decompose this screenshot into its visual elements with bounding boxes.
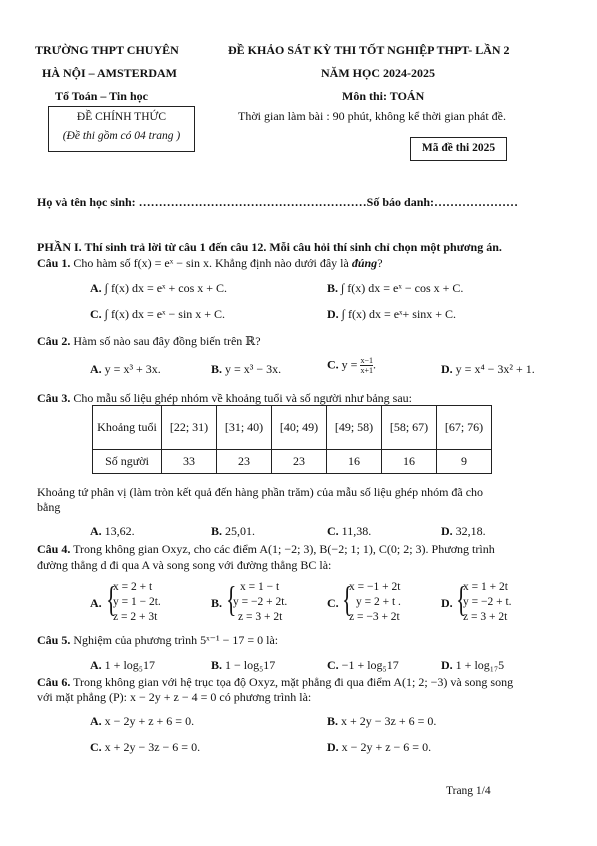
option-letter: D.	[327, 740, 339, 754]
question-2-stem	[37, 334, 261, 349]
question-text: Hàm số nào sau đây đồng biến trên ℝ?	[73, 334, 261, 348]
option-text: 13,62.	[104, 524, 135, 538]
school-year: NĂM HỌC 2024-2025	[321, 66, 435, 80]
option-text: ∫ f(x) dx = eˣ − cos x + C.	[341, 281, 464, 295]
option-text: x − 2y + z + 6 = 0.	[104, 714, 195, 728]
equation-line: z = 3 + 2t	[238, 611, 283, 623]
option-letter: C.	[327, 658, 339, 672]
table-cell: [22; 31)	[162, 406, 217, 450]
q6-option-b[interactable]	[327, 714, 436, 729]
question-label: Câu 4.	[37, 542, 71, 556]
q3-option-c[interactable]	[327, 524, 371, 539]
part1-title: PHẦN I. Thí sinh trả lời từ câu 1 đến câu 12. Mỗi câu hỏi thí sinh chỉ chọn một phương án.	[37, 240, 502, 254]
question-6-stem-line1	[37, 675, 513, 690]
q6-option-d[interactable]	[327, 740, 431, 755]
q1-option-a[interactable]	[90, 281, 227, 296]
question-label: Câu 5.	[37, 633, 71, 647]
question-end: ?	[377, 256, 383, 270]
q4-option-c-letter[interactable]: C.	[327, 596, 339, 610]
q6-option-c[interactable]	[90, 740, 200, 755]
question-4-stem-line1	[37, 542, 495, 557]
equation-line: z = 2 + 3t	[113, 611, 158, 623]
table-cell: 16	[382, 450, 437, 474]
option-letter: A.	[90, 524, 102, 538]
option-letter: B.	[211, 658, 223, 672]
option-letter: B.	[327, 714, 339, 728]
question-label: Câu 2.	[37, 334, 71, 348]
q6-option-a[interactable]	[90, 714, 194, 729]
option-letter: D.	[441, 658, 453, 672]
option-letter: C.	[327, 524, 339, 538]
question-text: Cho mẫu số liệu ghép nhóm về khoảng tuổi và số người như bảng sau:	[73, 391, 412, 405]
table-cell: 9	[437, 450, 492, 474]
question-5-stem	[37, 633, 278, 648]
brace-icon: {	[106, 579, 117, 619]
table-cell: [49; 58)	[327, 406, 382, 450]
q4-option-a-letter[interactable]: A.	[90, 596, 102, 610]
exam-code-box	[410, 137, 507, 161]
option-text: y = x⁴ − 3x² + 1.	[455, 362, 535, 376]
option-text: x + 2y − 3z − 6 = 0.	[104, 740, 201, 754]
fraction	[360, 356, 373, 375]
table-cell: 33	[162, 450, 217, 474]
option-letter: B.	[327, 281, 339, 295]
table-cell: [58; 67)	[382, 406, 437, 450]
q3-option-d[interactable]	[441, 524, 486, 539]
q4-option-d-letter[interactable]: D.	[441, 596, 453, 610]
question-6-stem-line2: với mặt phẳng (P): x − 2y + z − 4 = 0 có phương trình là:	[37, 690, 312, 704]
question-4-stem-line2: đường thẳng d đi qua A và song song với đường thẳng BC là:	[37, 558, 332, 572]
exam-code: Mã đề thi 2025	[421, 142, 496, 154]
q1-option-c[interactable]	[90, 307, 225, 322]
question-text: Trong không gian với hệ trục tọa độ Oxyz, mặt phẳng đi qua điểm A(1; 2; −3) và song song	[73, 675, 514, 689]
option-text: 25,01.	[225, 524, 256, 538]
q2-option-d[interactable]	[441, 362, 535, 377]
student-info-line: Họ và tên học sinh: …………………………………………………Số báo danh:…………………	[37, 195, 519, 209]
table-header-cell: Số người	[93, 450, 162, 474]
option-text: y =	[341, 357, 358, 372]
page-number: Trang 1/4	[446, 785, 491, 797]
option-letter: C.	[90, 740, 102, 754]
option-text: y = x³ + 3x.	[104, 362, 161, 376]
table-row	[93, 450, 492, 474]
table-cell: 16	[327, 450, 382, 474]
q1-option-d[interactable]	[327, 307, 456, 322]
time-note: Thời gian làm bài : 90 phút, không kể thời gian phát đề.	[238, 109, 506, 123]
school-name-line1: TRƯỜNG THPT CHUYÊN	[35, 43, 179, 57]
q5-option-d[interactable]	[441, 658, 504, 673]
option-letter: A.	[90, 362, 102, 376]
option-text: −1 + log₅17	[341, 658, 399, 672]
q3-question-line2: bằng	[37, 500, 61, 514]
option-text: 1 + log₁₇5	[455, 658, 505, 672]
brace-icon: {	[342, 579, 353, 619]
option-text: 11,38.	[341, 524, 372, 538]
question-text: Cho hàm số f(x) = eˣ − sin x. Khẳng định nào dưới đây là	[73, 256, 349, 270]
option-text: 32,18.	[455, 524, 486, 538]
option-text: 1 + log₅17	[104, 658, 155, 672]
official-box	[48, 106, 195, 152]
question-text: Nghiệm của phương trình 5ˣ⁻¹ − 17 = 0 là:	[73, 633, 279, 647]
option-text: y = x³ − 3x.	[225, 362, 282, 376]
option-letter: B.	[211, 524, 223, 538]
table-cell: 23	[217, 450, 272, 474]
question-label: Câu 3.	[37, 391, 71, 405]
equation-line: y = −2 + t.	[463, 596, 512, 608]
option-letter: A.	[90, 281, 102, 295]
q5-option-a[interactable]	[90, 658, 155, 673]
option-letter: B.	[211, 362, 223, 376]
table-cell: [67; 76)	[437, 406, 492, 450]
equation-line: x = −1 + 2t	[349, 581, 401, 593]
option-letter: C.	[90, 307, 102, 321]
brace-icon: {	[456, 579, 467, 619]
equation-line: y = −2 + 2t.	[233, 596, 288, 608]
equation-line: y = 1 − 2t.	[113, 596, 161, 608]
table-header-cell: Khoảng tuổi	[93, 406, 162, 450]
option-text: 1 − log₅17	[225, 658, 276, 672]
department: Tổ Toán – Tin học	[55, 89, 148, 103]
table-cell: [31; 40)	[217, 406, 272, 450]
pages-note: (Đề thi gồm có 04 trang )	[62, 130, 181, 142]
option-letter: A.	[90, 658, 102, 672]
q3-question-line1: Khoảng tứ phân vị (làm tròn kết quả đến hàng phần trăm) của mẫu số liệu ghép nhóm đã cho	[37, 485, 484, 499]
equation-line: x = 1 − t	[240, 581, 280, 593]
equation-line: x = 1 + 2t	[463, 581, 508, 593]
table-cell: 23	[272, 450, 327, 474]
fraction-denominator: x+1	[360, 366, 373, 375]
fraction-numerator: x−1	[360, 356, 373, 365]
option-end: .	[372, 357, 376, 372]
table-cell: [40; 49)	[272, 406, 327, 450]
option-text: ∫ f(x) dx = eˣ + cos x + C.	[104, 281, 228, 295]
exam-title: ĐỀ KHẢO SÁT KỲ THI TỐT NGHIỆP THPT- LẦN 2	[228, 43, 510, 57]
question-3-stem	[37, 391, 412, 406]
q1-option-b[interactable]	[327, 281, 463, 296]
question-label: Câu 6.	[37, 675, 71, 689]
q4-option-b-letter[interactable]: B.	[211, 596, 223, 610]
q5-option-b[interactable]	[211, 658, 275, 673]
grouped-data-table	[92, 405, 492, 474]
option-letter: D.	[441, 362, 453, 376]
q5-option-c[interactable]	[327, 658, 399, 673]
question-1-stem	[37, 256, 383, 271]
subject: Môn thi: TOÁN	[342, 89, 425, 103]
q3-option-a[interactable]	[90, 524, 135, 539]
option-letter: C.	[327, 357, 339, 372]
q2-option-a[interactable]	[90, 362, 161, 377]
q2-option-b[interactable]	[211, 362, 281, 377]
option-letter: D.	[441, 524, 453, 538]
table-row	[93, 406, 492, 450]
option-text: ∫ f(x) dx = eˣ − sin x + C.	[104, 307, 226, 321]
equation-line: z = 3 + 2t	[463, 611, 508, 623]
option-text: ∫ f(x) dx = eˣ+ sinx + C.	[341, 307, 457, 321]
option-letter: A.	[90, 714, 102, 728]
question-text: Trong không gian Oxyz, cho các điểm A(1; −2; 3), B(−2; 1; 1), C(0; 2; 3). Phương trình	[73, 542, 495, 556]
q2-option-c[interactable]	[327, 356, 376, 375]
equation-line: z = −3 + 2t	[349, 611, 400, 623]
brace-icon: {	[226, 579, 237, 619]
option-text: x − 2y + z − 6 = 0.	[341, 740, 432, 754]
equation-line: y = 2 + t .	[356, 596, 401, 608]
q3-option-b[interactable]	[211, 524, 255, 539]
option-text: x + 2y − 3z + 6 = 0.	[341, 714, 437, 728]
question-emphasis: đúng	[351, 256, 378, 270]
school-name-line2: HÀ NỘI – AMSTERDAM	[42, 66, 178, 80]
official-label: ĐỀ CHÍNH THỨC	[76, 111, 167, 123]
equation-line: x = 2 + t	[113, 581, 153, 593]
option-letter: D.	[327, 307, 339, 321]
question-label: Câu 1.	[37, 256, 71, 270]
